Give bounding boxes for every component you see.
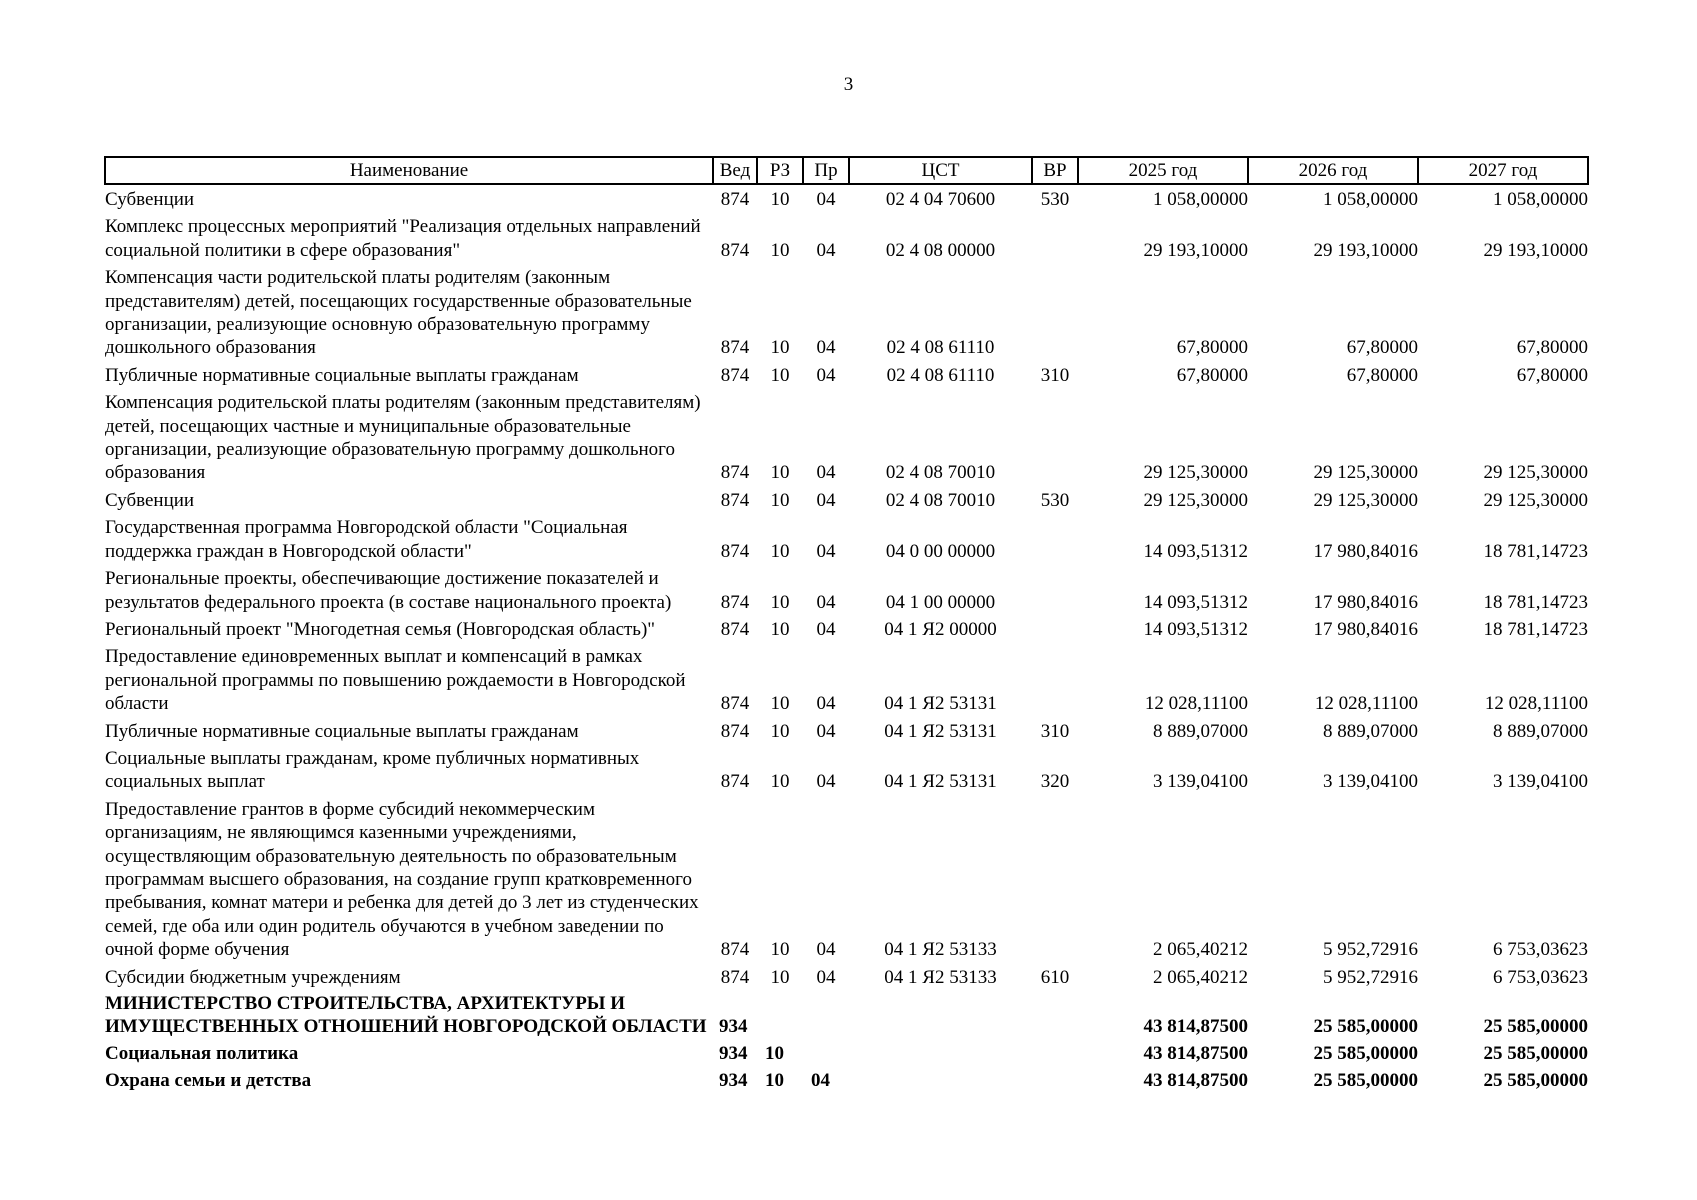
page-number: 3 xyxy=(843,74,854,95)
table-row xyxy=(105,716,1588,743)
cell-2027: 67,80000 xyxy=(1516,364,1588,386)
table-row xyxy=(105,262,1588,360)
table-row xyxy=(105,743,1588,794)
cell-2026: 17 980,84016 xyxy=(1313,618,1418,640)
cell-rz: 10 xyxy=(770,966,790,988)
cell-2025: 1 058,00000 xyxy=(1153,189,1248,210)
cell-2027: 8 889,07000 xyxy=(1493,720,1588,742)
cell-vr xyxy=(1032,794,1078,962)
cell-2025: 14 093,51312 xyxy=(1143,591,1248,613)
cell-rz: 10 xyxy=(770,239,790,261)
cell-2027: 18 781,14723 xyxy=(1483,540,1588,562)
cell-2027: 29 193,10000 xyxy=(1483,239,1588,261)
cell-vr xyxy=(1032,262,1078,360)
cell-pr: 04 xyxy=(816,489,836,511)
cell-2025: 43 814,87500 xyxy=(1143,1070,1248,1092)
cell-name: Комплекс процессных мероприятий "Реализация отдельных направлений социальной политики в сфере образования" xyxy=(105,216,701,261)
cell-pr: 04 xyxy=(816,337,836,359)
cell-pr: 04 xyxy=(816,540,836,562)
cell-pr: 04 xyxy=(811,1070,830,1092)
cell-ved: 874 xyxy=(720,771,750,793)
cell-ved: 874 xyxy=(720,462,750,484)
cell-name: МИНИСТЕРСТВО СТРОИТЕЛЬСТВА, АРХИТЕКТУРЫ И ИМУЩЕСТВЕННЫХ ОТНОШЕНИЙ НОВГОРОДСКОЙ ОБЛАСТИ xyxy=(105,993,707,1037)
cell-ved: 934 xyxy=(719,1043,748,1064)
cell-2026: 67,80000 xyxy=(1346,364,1418,386)
cell-pr: 04 xyxy=(816,939,836,961)
cell-2025: 8 889,07000 xyxy=(1153,720,1248,742)
cell-pr: 04 xyxy=(816,364,836,386)
cell-vr xyxy=(1032,614,1078,641)
table-row xyxy=(105,794,1588,962)
cell-2026: 25 585,00000 xyxy=(1313,1070,1418,1092)
cell-cst: 04 1 Я2 53133 xyxy=(884,939,997,961)
cell-2025: 14 093,51312 xyxy=(1143,540,1248,562)
cell-2026: 29 193,10000 xyxy=(1313,239,1418,261)
cell-vr xyxy=(1032,641,1078,715)
cell-2025: 67,80000 xyxy=(1176,364,1248,386)
cell-ved: 874 xyxy=(720,189,750,210)
cell-2026: 67,80000 xyxy=(1346,337,1418,359)
cell-ved: 874 xyxy=(720,489,750,511)
cell-name: Социальная политика xyxy=(105,1042,299,1064)
cell-cst: 02 4 08 61110 xyxy=(886,337,995,359)
cell-pr: 04 xyxy=(816,618,836,640)
cell-ved: 874 xyxy=(720,364,750,386)
cell-2027: 29 125,30000 xyxy=(1483,489,1588,511)
cell-cst: 04 1 Я2 00000 xyxy=(884,618,997,640)
cell-ved: 874 xyxy=(720,693,750,715)
cell-2026: 5 952,72916 xyxy=(1323,939,1418,961)
cell-rz: 10 xyxy=(770,939,790,961)
table-row xyxy=(105,512,1588,563)
cell-2026: 1 058,00000 xyxy=(1323,189,1418,210)
cell-2025: 29 193,10000 xyxy=(1143,239,1248,261)
cell-name: Региональные проекты, обеспечивающие достижение показателей и результатов федерального проекта (в составе национального проекта) xyxy=(105,568,672,613)
cell-rz xyxy=(757,989,803,1038)
cell-2027: 18 781,14723 xyxy=(1483,618,1588,640)
cell-2025: 2 065,40212 xyxy=(1153,966,1248,988)
cell-ved: 874 xyxy=(720,591,750,613)
cell-name: Социальные выплаты гражданам, кроме публичных нормативных социальных выплат xyxy=(105,747,640,793)
cell-2027: 25 585,00000 xyxy=(1483,1015,1588,1037)
cell-2025: 67,80000 xyxy=(1176,337,1248,359)
cell-ved: 874 xyxy=(720,239,750,261)
table-row xyxy=(105,387,1588,485)
cell-pr xyxy=(803,1038,849,1065)
cell-name: Субсидии бюджетным учреждениям xyxy=(105,966,401,988)
cell-2027: 67,80000 xyxy=(1516,337,1588,359)
table-row xyxy=(105,1038,1588,1065)
cell-vr xyxy=(1032,387,1078,485)
header-vr: ВР xyxy=(1032,157,1078,184)
cell-vr xyxy=(1032,563,1078,614)
cell-2025: 3 139,04100 xyxy=(1153,771,1248,793)
cell-name: Охрана семьи и детства xyxy=(105,1070,312,1092)
cell-name: Предоставление единовременных выплат и компенсаций в рамках региональной программы по повышению рождаемости в Новгородской области xyxy=(105,646,686,715)
cell-2027: 12 028,11100 xyxy=(1484,693,1588,715)
cell-2025: 29 125,30000 xyxy=(1143,462,1248,484)
cell-name: Компенсация части родительской платы родителям (законным представителям) детей, посещающих государственные образовательные организации, реализующие основную образовательную программу дошкольного образования xyxy=(105,267,692,359)
cell-2027: 29 125,30000 xyxy=(1483,462,1588,484)
cell-cst: 02 4 04 70600 xyxy=(885,189,996,210)
cell-vr: 610 xyxy=(1040,966,1070,988)
cell-2027: 25 585,00000 xyxy=(1483,1070,1588,1092)
cell-rz: 10 xyxy=(770,337,790,359)
cell-ved: 874 xyxy=(720,618,750,640)
cell-vr xyxy=(1032,1065,1078,1092)
cell-2026: 17 980,84016 xyxy=(1313,591,1418,613)
table-row xyxy=(105,360,1588,387)
cell-rz: 10 xyxy=(770,364,790,386)
cell-ved: 874 xyxy=(720,720,750,742)
cell-vr xyxy=(1032,1038,1078,1065)
cell-cst: 04 1 Я2 53131 xyxy=(884,693,997,715)
cell-name: Компенсация родительской платы родителям (законным представителям) детей, посещающих частные и муниципальные образовательные организации, реализующие образовательную программу дошкольного образования xyxy=(105,392,701,484)
cell-vr: 320 xyxy=(1040,771,1070,793)
cell-cst: 02 4 08 70010 xyxy=(885,462,996,484)
cell-2027: 25 585,00000 xyxy=(1483,1043,1588,1064)
cell-rz: 10 xyxy=(765,1070,784,1092)
cell-2027: 6 753,03623 xyxy=(1493,939,1588,961)
cell-2025: 29 125,30000 xyxy=(1143,489,1248,511)
table-row xyxy=(105,1065,1588,1092)
cell-2026: 8 889,07000 xyxy=(1323,720,1418,742)
cell-rz: 10 xyxy=(770,771,790,793)
cell-vr xyxy=(1032,512,1078,563)
header-pr: Пр xyxy=(803,157,849,184)
cell-pr: 04 xyxy=(816,771,836,793)
table-row xyxy=(105,184,1588,211)
cell-cst xyxy=(849,989,1032,1038)
table-row xyxy=(105,962,1588,989)
cell-2026: 5 952,72916 xyxy=(1323,966,1418,988)
cell-2026: 17 980,84016 xyxy=(1313,540,1418,562)
cell-cst: 04 1 Я2 53131 xyxy=(884,720,997,742)
cell-pr: 04 xyxy=(816,189,836,210)
cell-pr: 04 xyxy=(816,693,836,715)
cell-2026: 29 125,30000 xyxy=(1313,462,1418,484)
cell-ved: 874 xyxy=(720,939,750,961)
table-row xyxy=(105,563,1588,614)
cell-cst: 02 4 08 61110 xyxy=(886,364,995,386)
cell-2026: 29 125,30000 xyxy=(1313,489,1418,511)
cell-cst: 04 1 Я2 53131 xyxy=(884,771,997,793)
cell-pr xyxy=(803,989,849,1038)
header-name: Наименование xyxy=(105,157,713,184)
cell-rz: 10 xyxy=(770,189,790,210)
cell-vr xyxy=(1032,989,1078,1038)
cell-ved: 874 xyxy=(720,966,750,988)
cell-pr: 04 xyxy=(816,720,836,742)
cell-pr: 04 xyxy=(816,966,836,988)
cell-name: Публичные нормативные социальные выплаты гражданам xyxy=(105,364,579,386)
cell-cst: 04 0 00 00000 xyxy=(885,540,996,562)
table-header-row xyxy=(105,157,1588,184)
cell-rz: 10 xyxy=(770,618,790,640)
cell-rz: 10 xyxy=(770,540,790,562)
cell-2026: 25 585,00000 xyxy=(1313,1015,1418,1037)
cell-name: Субвенции xyxy=(105,189,195,210)
header-2027: 2027 год xyxy=(1418,157,1588,184)
header-cst: ЦСТ xyxy=(849,157,1032,184)
cell-vr xyxy=(1032,211,1078,262)
table-row xyxy=(105,989,1588,1038)
cell-rz: 10 xyxy=(770,489,790,511)
header-ved: Вед xyxy=(713,157,757,184)
cell-vr: 310 xyxy=(1040,720,1070,742)
cell-ved: 874 xyxy=(720,337,750,359)
header-2026: 2026 год xyxy=(1248,157,1418,184)
cell-ved: 934 xyxy=(719,1015,748,1037)
cell-rz: 10 xyxy=(765,1043,784,1064)
cell-name: Публичные нормативные социальные выплаты гражданам xyxy=(105,720,579,742)
cell-rz: 10 xyxy=(770,462,790,484)
cell-vr: 530 xyxy=(1040,189,1070,210)
cell-2026: 3 139,04100 xyxy=(1323,771,1418,793)
cell-name: Региональный проект "Многодетная семья (Новгородская область)" xyxy=(105,618,656,640)
cell-2025: 2 065,40212 xyxy=(1153,939,1248,961)
cell-cst: 02 4 08 00000 xyxy=(885,239,996,261)
cell-vr: 310 xyxy=(1040,364,1070,386)
header-2025: 2025 год xyxy=(1078,157,1248,184)
cell-name: Субвенции xyxy=(105,489,195,511)
cell-2025: 12 028,11100 xyxy=(1144,693,1248,715)
cell-name: Предоставление грантов в форме субсидий некоммерческим организациям, не являющимся казенными учреждениями, осуществляющим образовательную деятельность по образовательным программам высшего образования, на создание групп кратковременного пребывания, комнат матери и ребенка для детей до 3 лет из студенческих семей, где оба или один родитель обучаются в учебном заведении по очной форме обучения xyxy=(105,798,699,961)
table-row xyxy=(105,485,1588,512)
cell-2025: 14 093,51312 xyxy=(1143,618,1248,640)
cell-2026: 12 028,11100 xyxy=(1314,693,1418,715)
cell-rz: 10 xyxy=(770,591,790,613)
cell-pr: 04 xyxy=(816,462,836,484)
cell-ved: 934 xyxy=(719,1070,748,1092)
budget-table xyxy=(104,156,1589,1093)
table-row xyxy=(105,211,1588,262)
cell-cst xyxy=(849,1065,1032,1092)
cell-2027: 1 058,00000 xyxy=(1493,189,1588,210)
cell-cst: 04 1 00 00000 xyxy=(885,591,996,613)
cell-2025: 43 814,87500 xyxy=(1143,1015,1248,1037)
cell-name: Государственная программа Новгородской области "Социальная поддержка граждан в Новгородской области" xyxy=(105,517,628,562)
table-row xyxy=(105,641,1588,715)
cell-2026: 25 585,00000 xyxy=(1313,1043,1418,1064)
cell-pr: 04 xyxy=(816,239,836,261)
header-rz: РЗ xyxy=(757,157,803,184)
cell-pr: 04 xyxy=(816,591,836,613)
cell-2027: 3 139,04100 xyxy=(1493,771,1588,793)
cell-ved: 874 xyxy=(720,540,750,562)
cell-rz: 10 xyxy=(770,720,790,742)
cell-2027: 18 781,14723 xyxy=(1483,591,1588,613)
table-row xyxy=(105,614,1588,641)
cell-cst: 02 4 08 70010 xyxy=(885,489,996,511)
cell-cst xyxy=(849,1038,1032,1065)
cell-rz: 10 xyxy=(770,693,790,715)
cell-vr: 530 xyxy=(1040,489,1070,511)
cell-2025: 43 814,87500 xyxy=(1143,1043,1248,1064)
cell-2027: 6 753,03623 xyxy=(1493,966,1588,988)
cell-cst: 04 1 Я2 53133 xyxy=(884,966,997,988)
